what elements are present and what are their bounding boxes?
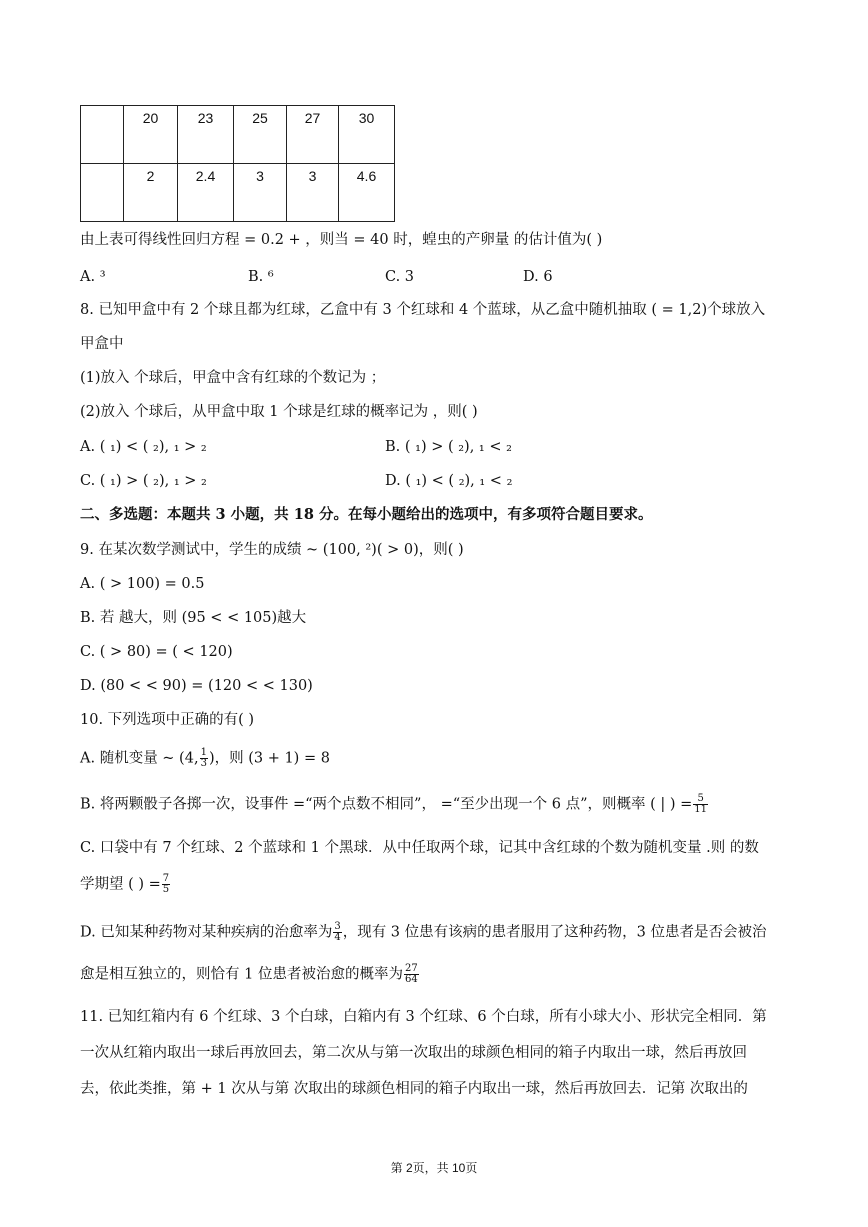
fraction	[200, 748, 208, 769]
q10-c-text: 学期望 ( ) =	[80, 876, 161, 893]
q10-option-b	[80, 794, 709, 815]
q7-stem: 由上表可得线性回归方程 = 0.2 + ，则当 = 40 时，蝗虫的产卵量 的估计值为( )	[80, 232, 603, 248]
table-cell: 4.6	[339, 164, 395, 222]
denominator: 5	[162, 884, 170, 895]
q7-option-c: C. 3	[385, 269, 415, 285]
table-row	[81, 106, 395, 164]
numerator: 7	[162, 873, 170, 884]
denominator: 11	[694, 804, 708, 815]
q9-option-d: D. (80 < < 90) = (120 < < 130)	[80, 678, 313, 694]
table-cell: 23	[178, 106, 234, 164]
q10-b-text: B. 将两颗骰子各掷一次，设事件 =“两个点数不相同”， =“至少出现一个 6 点”，则概率 ( | ) =	[80, 796, 693, 813]
section-heading: 二、多选题：本题共 3 小题，共 18 分。在每小题给出的选项中，有多项符合题目要求。	[80, 506, 653, 523]
table-cell: 2.4	[178, 164, 234, 222]
q10-d-text: 愈是相互独立的，则恰有 1 位患者被治愈的概率为	[80, 966, 403, 983]
page-footer: 第 2页，共 10页	[390, 1161, 478, 1175]
table-cell: 25	[234, 106, 287, 164]
table-cell: 3	[287, 164, 339, 222]
q11-line2: 一次从红箱内取出一球后再放回去，第二次从与第一次取出的球颜色相同的箱子内取出一球，然后再放回	[80, 1045, 747, 1061]
q10-d-text: D. 已知某种药物对某种疾病的治愈率为	[80, 924, 333, 941]
data-table	[80, 105, 395, 222]
q9-option-b: B. 若 越大，则 (95 < < 105)越大	[80, 610, 307, 626]
table-cell: 27	[287, 106, 339, 164]
fraction	[162, 874, 170, 895]
denominator: 64	[404, 974, 418, 985]
numerator: 3	[334, 921, 341, 932]
q10-option-d-line1	[80, 922, 766, 943]
table-cell: 30	[339, 106, 395, 164]
q8-stem-line2: 甲盒中	[80, 336, 124, 352]
q8-option-b: B. ( ₁) > ( ₂), ₁ < ₂	[385, 439, 512, 455]
q11-line3: 去，依此类推，第 + 1 次从与第 次取出的球颜色相同的箱子内取出一球，然后再放回去．记第 次取出的	[80, 1081, 748, 1097]
q10-option-c-line2	[80, 874, 171, 895]
table-cell: 3	[234, 164, 287, 222]
q10-a-text: A. 随机变量 ~ (4,	[80, 750, 199, 767]
numerator: 27	[404, 963, 418, 974]
q10-d-text: ，现有 3 位患有该病的患者服用了这种药物，3 位患者是否会被治	[342, 924, 767, 941]
q7-option-d: D. 6	[523, 269, 553, 285]
fraction	[693, 794, 708, 815]
q8-option-c: C. ( ₁) > ( ₂), ₁ > ₂	[80, 473, 207, 489]
q10-option-c-line1: C. 口袋中有 7 个红球、2 个蓝球和 1 个黑球．从中任取两个球，记其中含红球的个数为随机变量 .则 的数	[80, 840, 759, 856]
q9-stem: 9. 在某次数学测试中，学生的成绩 ~ (100, ²)( > 0)，则( )	[80, 542, 464, 558]
q8-option-d: D. ( ₁) < ( ₂), ₁ < ₂	[385, 473, 513, 489]
q8-stem-line1: 8. 已知甲盒中有 2 个球且都为红球，乙盒中有 3 个红球和 4 个蓝球，从乙盒中随机抽取 ( = 1,2)个球放入	[80, 302, 766, 318]
q11-line1: 11. 已知红箱内有 6 个红球、3 个白球，白箱内有 3 个红球、6 个白球，所有小球大小、形状完全相同．第	[80, 1009, 767, 1025]
table-cell	[81, 164, 124, 222]
table-cell	[81, 106, 124, 164]
q8-option-a: A. ( ₁) < ( ₂), ₁ > ₂	[80, 439, 207, 455]
q10-stem: 10. 下列选项中正确的有( )	[80, 712, 255, 728]
q7-option-b: B. ⁶	[248, 269, 274, 285]
q10-a-text: )，则 (3 + 1) = 8	[208, 750, 330, 767]
q10-option-d-line2	[80, 964, 420, 985]
q9-option-a: A. ( > 100) = 0.5	[80, 576, 205, 592]
denominator: 4	[334, 932, 341, 943]
q7-option-a: A. ³	[80, 269, 106, 285]
numerator: 1	[200, 747, 207, 758]
numerator: 5	[693, 794, 708, 805]
q8-sub1: (1)放入 个球后，甲盒中含有红球的个数记为 ；	[80, 370, 386, 386]
table-row	[81, 164, 395, 222]
fraction	[404, 964, 419, 985]
fraction	[333, 922, 341, 943]
denominator: 3	[200, 758, 207, 769]
q10-option-a	[80, 748, 330, 769]
q9-option-c: C. ( > 80) = ( < 120)	[80, 644, 233, 660]
q8-sub2: (2)放入 个球后，从甲盒中取 1 个球是红球的概率记为 ，则( )	[80, 404, 478, 420]
table-cell: 20	[124, 106, 178, 164]
table-cell: 2	[124, 164, 178, 222]
